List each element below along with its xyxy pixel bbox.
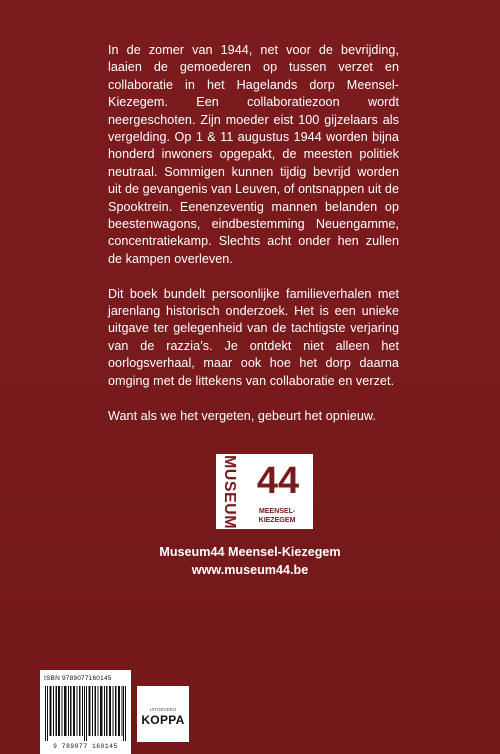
isbn-barcode — [40, 670, 131, 754]
blurb-text — [108, 42, 399, 442]
museum-name: Museum44 Meensel-Kiezegem — [159, 545, 341, 559]
barcode-digits: 9 789077 160145 — [53, 743, 118, 750]
blurb-paragraph-1: In de zomer van 1944, net voor de bevrijding, laaien de gemoederen op tussen verzet en collaboratie in het Hagelands dorp Meensel-Kiezegem. Een collaboratiezoon wordt neergeschoten. Zijn moeder eist 100 gijzelaars als vergelding. Op 1 & 11 augustus 1944 worden bijna honderd inwoners opgepakt, de meesten politiek neutraal. Sommigen kunnen tijdig bevrijd worden uit de gevangenis van Leuven, of ontsnappen uit de Spooktrein. Eenenzeventig mannen belanden op beestenwagons, eindbestemming Neuengamme, concentratiekamp. Slechts acht onder hen zullen de kampen overleven. — [108, 43, 399, 266]
logo-subtitle: MEENSEL-KIEZEGEM — [258, 506, 296, 524]
barcode-bars — [45, 686, 126, 741]
publisher-small-label: UITGEVERIJ — [149, 707, 177, 712]
blurb-paragraph-2: Dit boek bundelt persoonlijke familieverhalen met jarenlang historisch onderzoek. Het is een unieke uitgave ter gelegenheid van de tachtigste verjaring van de razzia’s. Je ontdekt niet alleen het oorlogsverhaal, maar ook hoe het dorp daarna omging met de littekens van collaboratie en verzet. — [108, 286, 399, 388]
logo-vertical — [216, 454, 242, 529]
logo-museum-text: MUSEUM — [221, 454, 239, 529]
museum44-logo — [216, 454, 313, 529]
museum-website: www.museum44.be — [191, 563, 309, 577]
isbn-label: ISBN 9789077160145 — [44, 675, 112, 682]
publisher-logo — [137, 686, 189, 742]
blurb-paragraph-3: Want als we het vergeten, gebeurt het opnieuw. — [108, 408, 376, 423]
publisher-name: KOPPA — [141, 713, 185, 727]
logo-number: 44 — [256, 460, 300, 502]
